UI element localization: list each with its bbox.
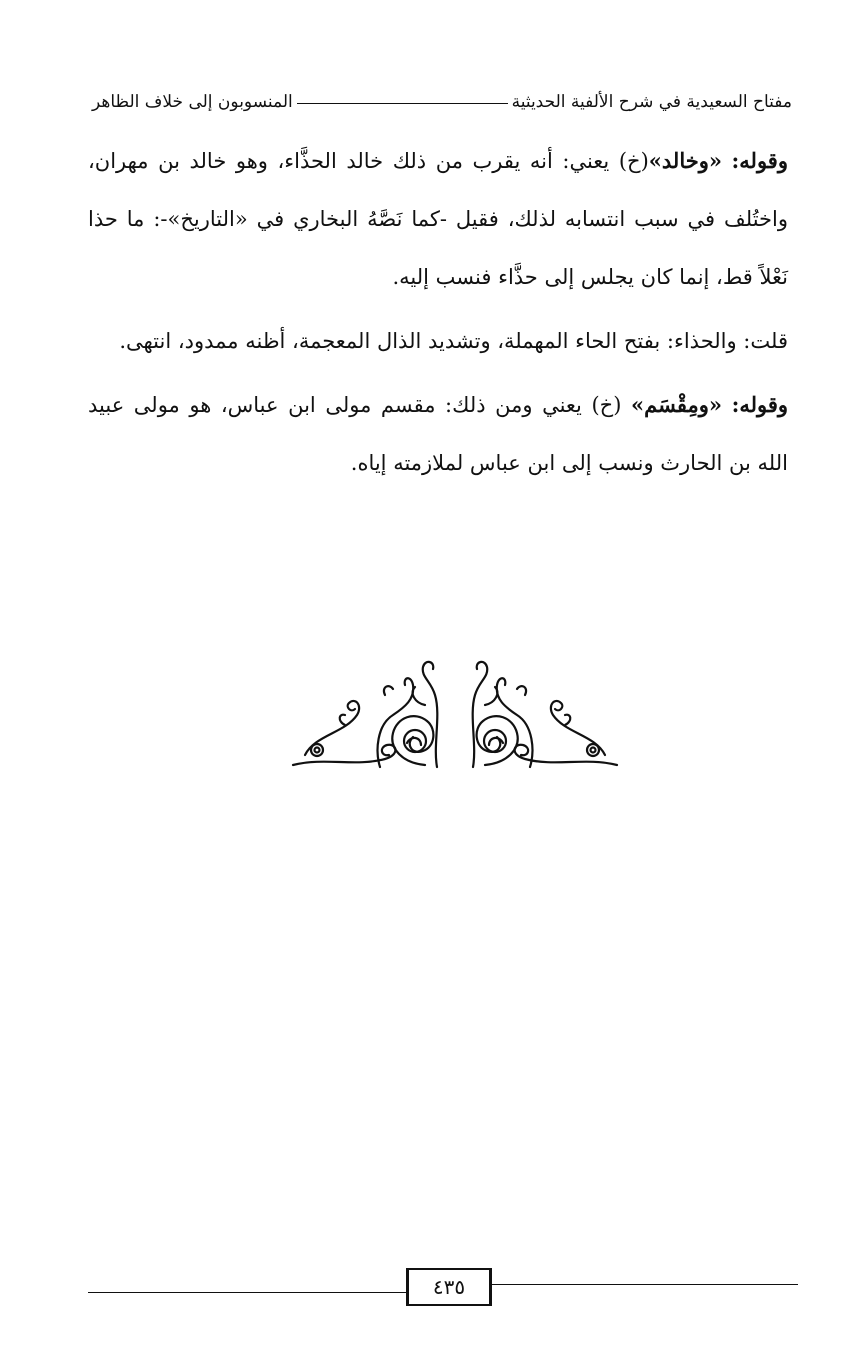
paragraph-miqsam bbox=[88, 376, 788, 492]
ornament-right-half bbox=[473, 662, 617, 767]
paragraph-text: (خ) يعني: أنه يقرب من ذلك خالد الحذَّاء، وهو خالد بن مهران، واختُلف في سبب انتسابه لذلك، فقيل -كما نَصَّهُ البخاري في «التاريخ»-: ما حذا نَعْلاً قط، إنما كان يجلس إلى حذَّاء فنسب إليه. bbox=[88, 149, 788, 289]
paragraph-term: «ومِقْسَم» bbox=[631, 392, 722, 417]
paragraph-text: (خ) يعني ومن ذلك: مقسم مولى ابن عباس، هو مولى عبيد الله بن الحارث ونسب إلى ابن عباس لملازمته إياه. bbox=[88, 393, 788, 475]
footer-rule-right bbox=[492, 1284, 798, 1285]
paragraph-term: «وخالد» bbox=[648, 148, 722, 173]
body-text bbox=[88, 132, 788, 498]
page-number: ٤٣٥ bbox=[406, 1268, 492, 1306]
paragraph-khalid bbox=[88, 132, 788, 306]
paragraph-hadhdha bbox=[88, 312, 788, 370]
ornament-left-half bbox=[293, 662, 437, 767]
footer-rule-left bbox=[88, 1292, 406, 1293]
header-book-title: مفتاح السعيدية في شرح الألفية الحديثية bbox=[511, 92, 792, 112]
paragraph-lead: وقوله: bbox=[731, 392, 788, 417]
floral-scroll-ornament-icon bbox=[285, 655, 625, 780]
header-divider bbox=[297, 103, 508, 104]
paragraph-lead: وقوله: bbox=[731, 148, 788, 173]
running-header bbox=[92, 78, 792, 112]
paragraph-text: قلت: والحذاء: بفتح الحاء المهملة، وتشديد الذال المعجمة، أظنه ممدود، انتهى. bbox=[119, 329, 788, 353]
header-chapter-title: المنسوبون إلى خلاف الظاهر bbox=[92, 92, 293, 112]
